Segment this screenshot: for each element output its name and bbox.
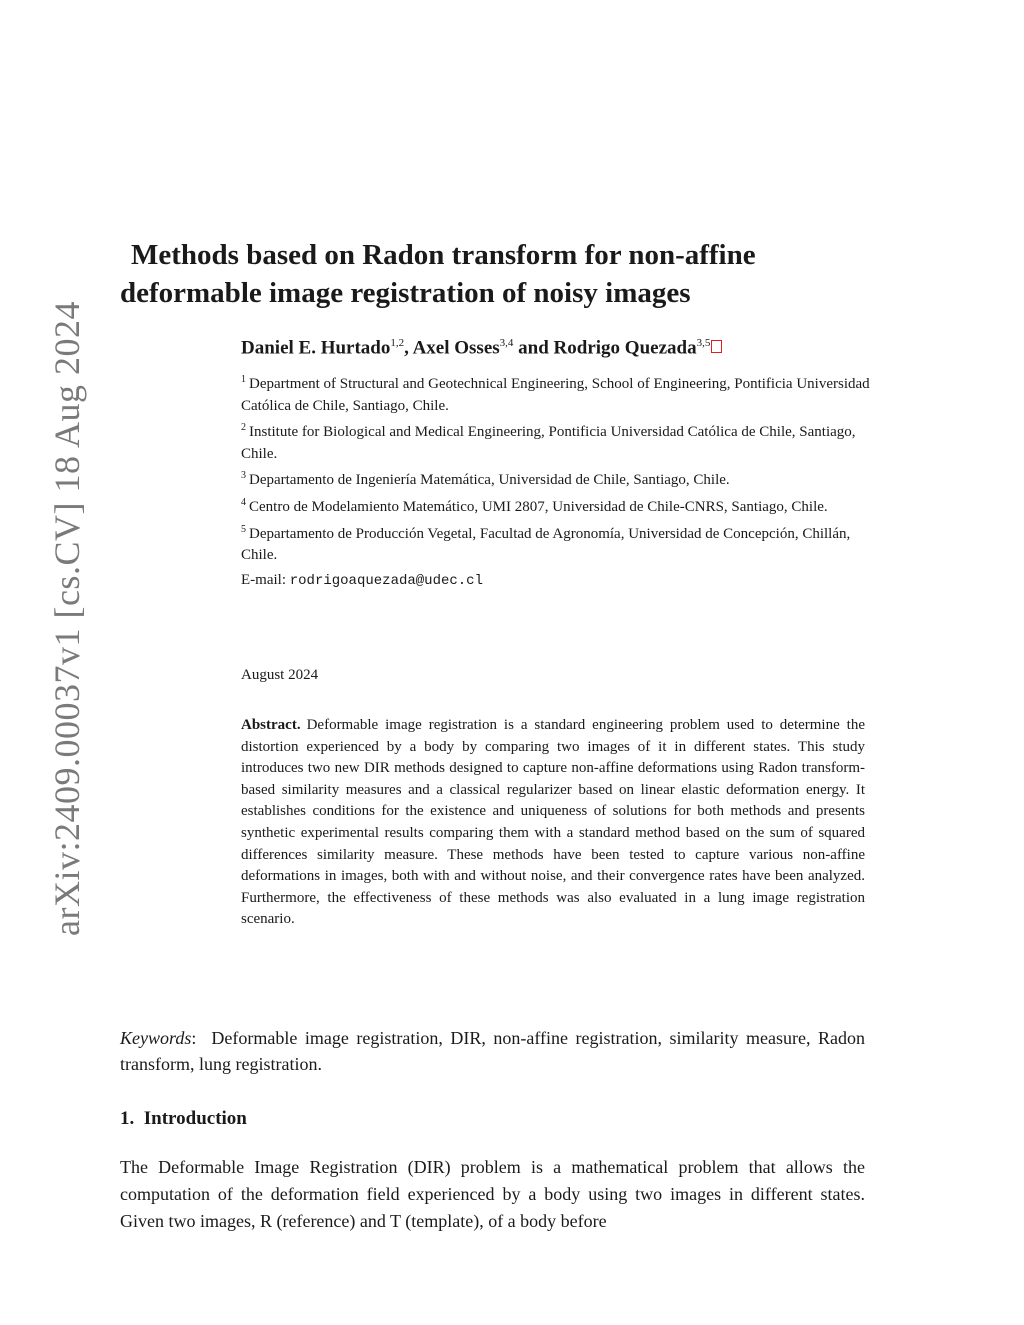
keywords-label: Keywords <box>120 1028 192 1048</box>
author-separator: and <box>513 337 554 359</box>
affiliation-text: Institute for Biological and Medical Engineering, Pontificia Universidad Católica de Chile, Santiago, Chile. <box>241 424 856 462</box>
author-name: Rodrigo Quezada <box>553 337 697 359</box>
affiliation-item <box>241 465 871 492</box>
title-line-1: Methods based on Radon transform for non-affine <box>131 239 756 271</box>
title-line-2: deformable image registration of noisy images <box>120 277 691 309</box>
section-title: Introduction <box>143 1108 247 1129</box>
affiliation-number: 3 <box>241 470 246 482</box>
arxiv-identifier: arXiv:2409.00037v1 [cs.CV] 18 Aug 2024 <box>47 301 87 936</box>
affiliation-item <box>241 492 871 519</box>
keywords: Keywords: Deformable image registration, DIR, non-affine registration, similarity measure, Radon transform, lung registration. <box>120 1028 865 1074</box>
section-number: 1. <box>120 1108 135 1129</box>
author-affiliation-sup: 3,4 <box>499 337 514 349</box>
paper-title <box>120 236 880 312</box>
affiliation-number: 4 <box>241 496 246 508</box>
affiliation-number: 1 <box>241 374 246 385</box>
author-name: Axel Osses <box>412 337 500 359</box>
author-separator: , <box>404 337 413 359</box>
email-address[interactable]: rodrigoaquezada@udec.cl <box>289 573 483 589</box>
abstract-text: Deformable image registration is a standard engineering problem used to determine the distortion experienced by a body by comparing two images of it in different states. This study introduces two new DIR methods designed to capture non-affine deformations using Radon transform-based similarity measures and a classical regularizer based on linear elastic deformation energy. It establishes conditions for the existence and uniqueness of solutions for both methods and presents synthetic experimental results comparing them with a standard method based on the sum of squared differences similarity measure. These methods have been tested to capture various non-affine deformations in images, both with and without noise, and their convergence rates have been analyzed. Furthermore, the effectiveness of these methods was also evaluated in a lung image registration scenario. <box>241 717 865 928</box>
keywords-text: Deformable image registration, DIR, non-affine registration, similarity measure, Radon transform, lung registration. <box>120 1028 865 1074</box>
affiliation-number: 5 <box>241 523 246 535</box>
affiliations <box>241 369 871 567</box>
affiliation-item <box>241 417 871 465</box>
affiliation-text: Centro de Modelamiento Matemático, UMI 2807, Universidad de Chile-CNRS, Santiago, Chile. <box>249 498 828 515</box>
affiliation-text: Departamento de Ingeniería Matemática, Universidad de Chile, Santiago, Chile. <box>249 472 730 489</box>
abstract <box>241 715 865 931</box>
introduction-paragraph: The Deformable Image Registration (DIR) problem is a mathematical problem that allows the computation of the deformation field experienced by a body using two images in different states. Given two images, R (reference) and T (template), of a body before <box>120 1157 865 1231</box>
affiliation-number: 2 <box>241 422 246 434</box>
abstract-label: Abstract. <box>241 717 301 733</box>
footnote-link-icon[interactable] <box>711 340 722 353</box>
section-heading-introduction <box>120 1108 247 1130</box>
affiliation-item <box>241 519 871 567</box>
publication-date: August 2024 <box>241 667 319 683</box>
contact-email <box>241 572 483 589</box>
affiliation-text: Department of Structural and Geotechnical Engineering, School of Engineering, Pontificia Universidad Católica de Chile, Santiago, Chile. <box>241 376 870 414</box>
arxiv-sidebar <box>0 301 87 940</box>
author-affiliation-sup: 1,2 <box>390 337 405 349</box>
author-list <box>241 337 881 359</box>
affiliation-item <box>241 369 871 417</box>
affiliation-text: Departamento de Producción Vegetal, Facultad de Agronomía, Universidad de Concepción, Chillán, Chile. <box>241 525 851 564</box>
email-label: E-mail: <box>241 572 286 588</box>
author-name: Daniel E. Hurtado <box>241 337 391 359</box>
author-affiliation-sup: 3,5 <box>696 337 711 349</box>
